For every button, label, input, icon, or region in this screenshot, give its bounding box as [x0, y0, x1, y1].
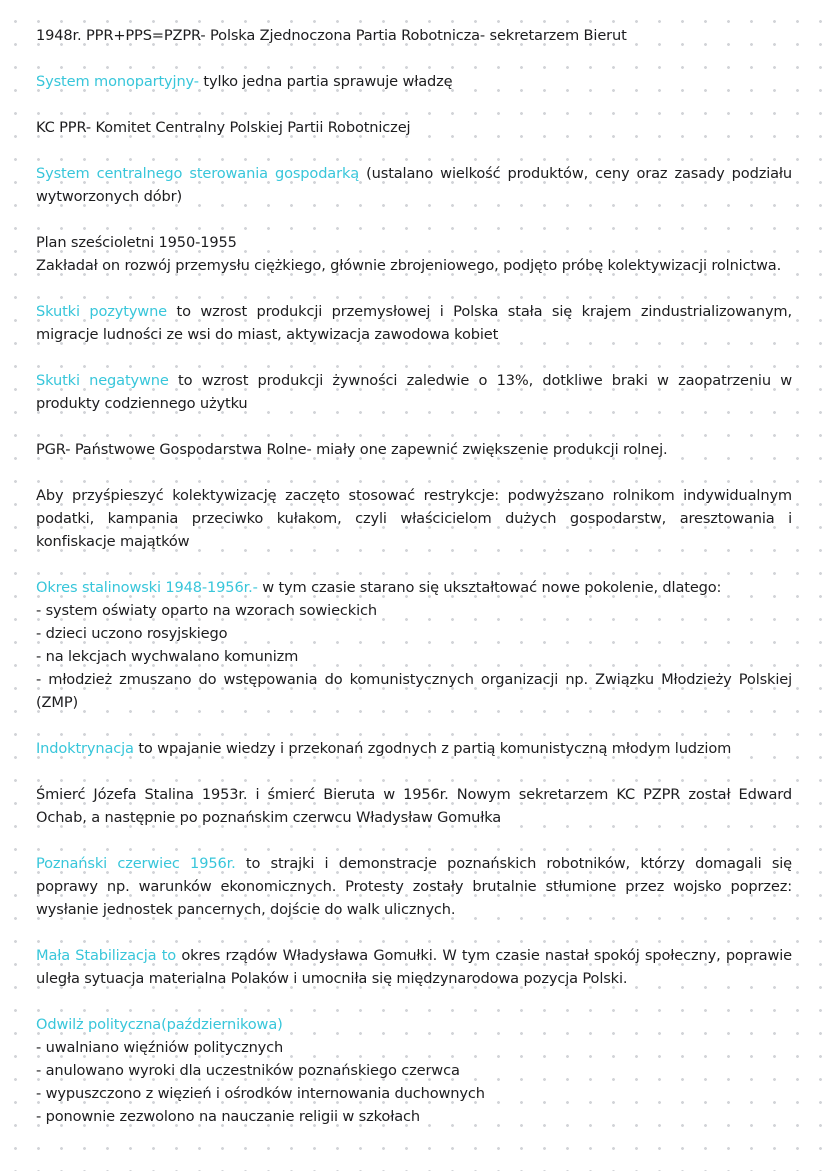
six-year-plan-title: Plan sześcioletni 1950-1955 — [36, 234, 237, 251]
paragraph-political-thaw — [36, 1013, 792, 1128]
paragraph-poznan-june — [36, 852, 792, 921]
list-item: - wypuszczono z więzień i ośrodków internowania duchownych — [36, 1085, 485, 1102]
paragraph-stalinist-period — [36, 576, 792, 714]
list-item: - anulowano wyroki dla uczestników poznańskiego czerwca — [36, 1062, 460, 1079]
term-political-thaw: Odwilż polityczna(październikowa) — [36, 1016, 283, 1033]
paragraph-central-planning — [36, 162, 792, 208]
definition-small-stabilization: okres rządów Władysława Gomułki. W tym czasie nastał spokój społeczny, poprawie uległa sytuacja materialna Polaków i umocniła się międzynarodowa pozycja Polski. — [36, 947, 792, 987]
definition-positive-effects: to wzrost produkcji przemysłowej i Polska stała się krajem zindustrializowanym, migracje ludności ze wsi do miast, aktywizacja zawodowa kobiet — [36, 303, 792, 343]
term-indoctrination: Indoktrynacja — [36, 740, 134, 757]
paragraph-pzpr: 1948r. PPR+PPS=PZPR- Polska Zjednoczona Partia Robotnicza- sekretarzem Bierut — [36, 27, 627, 44]
paragraph-monoparty — [36, 70, 792, 93]
list-item: - system oświaty oparto na wzorach sowieckich — [36, 602, 377, 619]
term-central-planning: System centralnego sterowania gospodarką — [36, 165, 360, 182]
paragraph-indoctrination — [36, 737, 792, 760]
list-item: - młodzież zmuszano do wstępowania do komunistycznych organizacji np. Związku Młodzieży Polskiej (ZMP) — [36, 671, 792, 711]
list-item: - uwalniano więźniów politycznych — [36, 1039, 284, 1056]
paragraph-small-stabilization — [36, 944, 792, 990]
definition-poznan-june: to strajki i demonstracje poznańskich robotników, którzy domagali się poprawy np. warunków ekonomicznych. Protesty zostały brutalnie stłumione przez wojsko poprzez: wysłanie jednostek pancernych, dojście do walk ulicznych. — [36, 855, 793, 918]
paragraph-positive-effects — [36, 300, 792, 346]
paragraph-pgr: PGR- Państwowe Gospodarstwa Rolne- miały one zapewnić zwiększenie produkcji rolnej. — [36, 441, 668, 458]
stalinist-period-intro — [36, 576, 792, 599]
paragraph-kc-ppr: KC PPR- Komitet Centralny Polskiej Partii Robotniczej — [36, 119, 411, 136]
list-item: - ponownie zezwolono na nauczanie religii w szkołach — [36, 1108, 420, 1125]
six-year-plan-text: Zakładał on rozwój przemysłu ciężkiego, głównie zbrojeniowego, podjęto próbę kolektywizacji rolnictwa. — [36, 257, 782, 274]
term-positive-effects: Skutki pozytywne — [36, 303, 168, 320]
term-poznan-june: Poznański czerwiec 1956r. — [36, 855, 236, 872]
term-negative-effects: Skutki negatywne — [36, 372, 169, 389]
definition-indoctrination: to wpajanie wiedzy i przekonań zgodnych z partią komunistyczną młodym ludziom — [133, 740, 732, 757]
definition-negative-effects: to wzrost produkcji żywności zaledwie o 13%, dotkliwe braki w zaopatrzeniu w produkty codziennego użytku — [36, 372, 792, 412]
list-item: - na lekcjach wychwalano komunizm — [36, 648, 299, 665]
term-small-stabilization: Mała Stabilizacja to — [36, 947, 177, 964]
paragraph-stalin-death: Śmierć Józefa Stalina 1953r. i śmierć Bieruta w 1956r. Nowym sekretarzem KC PZPR został Edward Ochab, a następnie po poznańskim czerwcu Władysław Gomułka — [36, 786, 792, 826]
list-item: - dzieci uczono rosyjskiego — [36, 625, 228, 642]
paragraph-six-year-plan — [36, 231, 792, 277]
definition-monoparty: tylko jedna partia sprawuje władzę — [198, 73, 453, 90]
definition-stalinist-period: w tym czasie starano się ukształtować nowe pokolenie, dlatego: — [257, 579, 722, 596]
paragraph-negative-effects — [36, 369, 792, 415]
definition-central-planning: (ustalano wielkość produktów, ceny oraz zasady podziału wytworzonych dóbr) — [36, 165, 792, 205]
term-monoparty: System monopartyjny- — [36, 73, 199, 90]
paragraph-collectivization: Aby przyśpieszyć kolektywizację zaczęto stosować restrykcje: podwyższano rolnikom indywidualnym podatki, kampania przeciwko kułakom, czyli właścicielom dużych gospodarstw, aresztowania i konfiskacje majątków — [36, 487, 792, 550]
term-stalinist-period: Okres stalinowski 1948-1956r.- — [36, 579, 258, 596]
